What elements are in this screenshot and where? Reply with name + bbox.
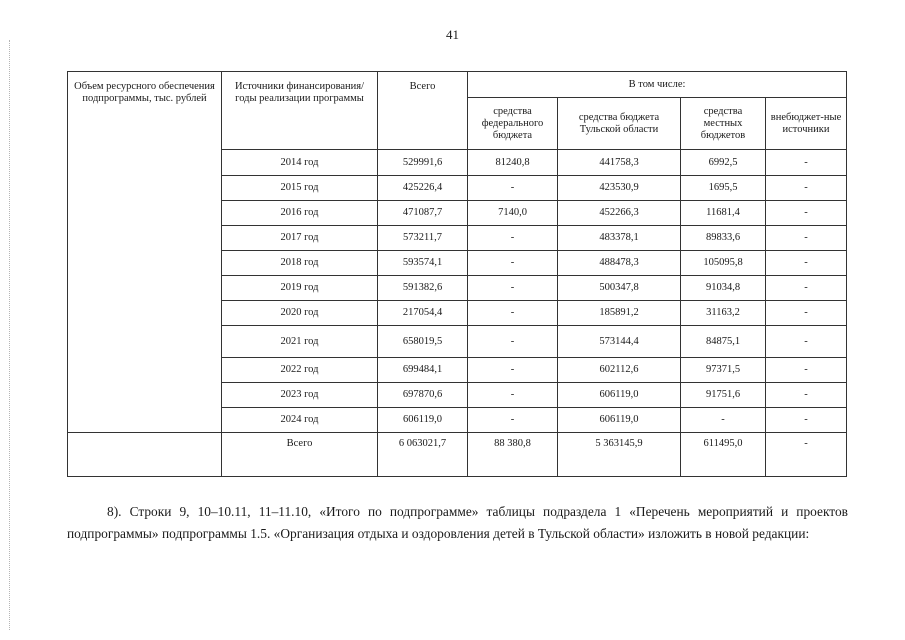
page-number: 41: [446, 27, 459, 42]
total-label-cell: Всего: [222, 433, 378, 477]
regional-cell: 452266,3: [558, 201, 681, 226]
extra-cell: -: [766, 251, 847, 276]
local-cell: 89833,6: [681, 226, 766, 251]
year-cell: 2018 год: [222, 251, 378, 276]
col-header-total: Всего: [378, 72, 468, 150]
federal-cell: 81240,8: [468, 150, 558, 176]
federal-cell: -: [468, 176, 558, 201]
local-cell: 11681,4: [681, 201, 766, 226]
regional-cell: 602112,6: [558, 358, 681, 383]
federal-cell: -: [468, 326, 558, 358]
extra-cell: -: [766, 176, 847, 201]
total-regional-cell: 5 363145,9: [558, 433, 681, 477]
local-cell: 84875,1: [681, 326, 766, 358]
total-cell: 697870,6: [378, 383, 468, 408]
federal-cell: -: [468, 276, 558, 301]
local-cell: 31163,2: [681, 301, 766, 326]
extra-cell: -: [766, 201, 847, 226]
regional-cell: 606119,0: [558, 383, 681, 408]
regional-cell: 441758,3: [558, 150, 681, 176]
federal-cell: -: [468, 358, 558, 383]
regional-cell: 423530,9: [558, 176, 681, 201]
amendment-paragraph: 8). Строки 9, 10–10.11, 11–11.10, «Итого по подпрограмме» таблицы подраздела 1 «Перечень мероприятий и проектов подпрограммы» подпрограммы 1.5. «Организация отдыха и оздоровления детей в Тульской области» изложить в новой редакции:: [67, 504, 848, 542]
extra-cell: -: [766, 226, 847, 251]
local-cell: 91034,8: [681, 276, 766, 301]
total-cell: 658019,5: [378, 326, 468, 358]
sub-header-regional: средства бюджета Тульской области: [558, 98, 681, 150]
local-cell: 6992,5: [681, 150, 766, 176]
year-cell: 2019 год: [222, 276, 378, 301]
total-cell: 529991,6: [378, 150, 468, 176]
local-cell: 1695,5: [681, 176, 766, 201]
sub-header-federal: средства федерального бюджета: [468, 98, 558, 150]
federal-cell: -: [468, 301, 558, 326]
local-cell: 91751,6: [681, 383, 766, 408]
col-header-including: В том числе:: [468, 72, 847, 98]
row-header-cell: Объем ресурсного обеспечения подпрограммы, тыс. рублей: [68, 72, 222, 433]
federal-cell: 7140,0: [468, 201, 558, 226]
regional-cell: 500347,8: [558, 276, 681, 301]
regional-cell: 573144,4: [558, 326, 681, 358]
total-cell: 471087,7: [378, 201, 468, 226]
federal-cell: -: [468, 383, 558, 408]
total-extra-cell: -: [766, 433, 847, 477]
regional-cell: 488478,3: [558, 251, 681, 276]
regional-cell: 185891,2: [558, 301, 681, 326]
regional-cell: 606119,0: [558, 408, 681, 433]
local-cell: 105095,8: [681, 251, 766, 276]
total-cell: 593574,1: [378, 251, 468, 276]
total-total-cell: 6 063021,7: [378, 433, 468, 477]
year-cell: 2020 год: [222, 301, 378, 326]
year-cell: 2021 год: [222, 326, 378, 358]
sub-header-local: средства местных бюджетов: [681, 98, 766, 150]
total-row-blank-cell: [68, 433, 222, 477]
year-cell: 2017 год: [222, 226, 378, 251]
extra-cell: -: [766, 408, 847, 433]
total-cell: 699484,1: [378, 358, 468, 383]
regional-cell: 483378,1: [558, 226, 681, 251]
year-cell: 2014 год: [222, 150, 378, 176]
total-cell: 573211,7: [378, 226, 468, 251]
local-cell: 97371,5: [681, 358, 766, 383]
extra-cell: -: [766, 150, 847, 176]
year-cell: 2022 год: [222, 358, 378, 383]
extra-cell: -: [766, 358, 847, 383]
total-row: [68, 433, 847, 477]
sub-header-extra: внебюджет-ные источники: [766, 98, 847, 150]
year-cell: 2023 год: [222, 383, 378, 408]
total-federal-cell: 88 380,8: [468, 433, 558, 477]
year-cell: 2024 год: [222, 408, 378, 433]
funding-table: [67, 71, 847, 477]
federal-cell: -: [468, 408, 558, 433]
extra-cell: -: [766, 326, 847, 358]
col-header-sources: Источники финансирования/годы реализации программы: [222, 72, 378, 150]
extra-cell: -: [766, 276, 847, 301]
total-cell: 425226,4: [378, 176, 468, 201]
total-cell: 606119,0: [378, 408, 468, 433]
total-local-cell: 611495,0: [681, 433, 766, 477]
extra-cell: -: [766, 301, 847, 326]
margin-scan-marks: [9, 40, 10, 630]
federal-cell: -: [468, 251, 558, 276]
total-cell: 217054,4: [378, 301, 468, 326]
year-cell: 2016 год: [222, 201, 378, 226]
extra-cell: -: [766, 383, 847, 408]
local-cell: -: [681, 408, 766, 433]
year-cell: 2015 год: [222, 176, 378, 201]
total-cell: 591382,6: [378, 276, 468, 301]
federal-cell: -: [468, 226, 558, 251]
